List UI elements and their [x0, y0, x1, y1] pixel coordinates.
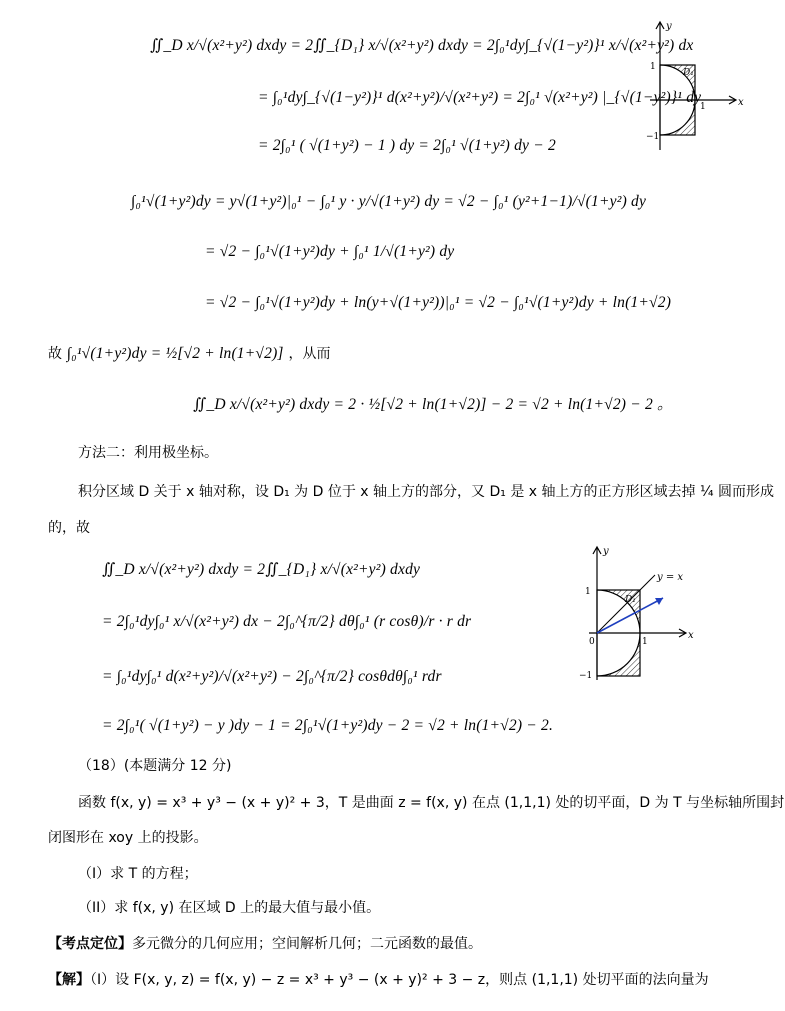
- figure-1: [630, 15, 750, 155]
- eq-line-6: = √2 − ∫₀¹√(1+y²)dy + ln(y+√(1+y²))|₀¹ = √2 − ∫₀¹√(1+y²)dy + ln(1+√2): [205, 294, 672, 311]
- problem-line-2: 闭图形在 xoy 上的投影。: [48, 830, 208, 846]
- fig2-y-label: y: [603, 546, 609, 557]
- question-18-heading: （18）(本题满分 12 分): [78, 758, 232, 774]
- fig1-neg1-label: −1: [646, 132, 660, 142]
- fig1-one-x-label: 1: [700, 102, 706, 112]
- method2-heading: 方法二：利用极坐标。: [78, 445, 218, 461]
- eq-line-3: = 2∫₀¹ ( √(1+y²) − 1 ) dy = 2∫₀¹ √(1+y²) dy − 2: [258, 137, 556, 154]
- part-1: （I）求 T 的方程；: [78, 866, 198, 882]
- paragraph-line-1: 积分区域 D 关于 x 轴对称，设 D₁ 为 D 位于 x 轴上方的部分，又 D₁ 是 x 轴上方的正方形区域去掉 ¼ 圆而形成: [78, 484, 774, 500]
- fig1-y-label: y: [666, 21, 672, 32]
- solution-label: 【解】: [48, 972, 90, 988]
- fig2-line-label: y = x: [657, 572, 684, 583]
- gu-suffix: ，从而: [288, 346, 331, 362]
- gu-formula: ∫₀¹√(1+y²)dy = ½[√2 + ln(1+√2)]: [66, 345, 284, 362]
- eq-line-5: = √2 − ∫₀¹√(1+y²)dy + ∫₀¹ 1/√(1+y²) dy: [205, 243, 455, 260]
- kaodian-label: 【考点定位】: [48, 936, 132, 952]
- eq-line-8: ∬_D x/√(x²+y²) dxdy = 2∬_{D₁} x/√(x²+y²) dxdy: [102, 561, 421, 578]
- fig1-one-label: 1: [650, 62, 656, 72]
- eq-line-9: = 2∫₀¹dy∫₀¹ x/√(x²+y²) dx − 2∫₀^{π/2} dθ∫₀¹ (r cosθ)/r · r dr: [102, 613, 472, 630]
- solution-line: [48, 970, 709, 990]
- conclusion-line: [48, 343, 330, 364]
- fig2-one-x-label: 1: [642, 637, 648, 647]
- fig1-x-label: x: [738, 97, 744, 108]
- gu-prefix: 故: [48, 346, 62, 362]
- eq-line-7: ∬_D x/√(x²+y²) dxdy = 2 · ½[√2 + ln(1+√2)] − 2 = √2 + ln(1+√2) − 2 。: [193, 396, 673, 413]
- eq-line-2: = ∫₀¹dy∫_{√(1−y²)}¹ d(x²+y²)/√(x²+y²) = 2∫₀¹ √(x²+y²) |_{√(1−y²)}¹ dy: [258, 89, 702, 106]
- paragraph-line-2: 的，故: [48, 520, 90, 536]
- fig2-neg1-label: −1: [579, 671, 593, 681]
- fig2-x-label: x: [688, 630, 694, 641]
- fig2-d1-label: D₁: [625, 595, 636, 605]
- kaodian-line: [48, 934, 482, 954]
- eq-line-11: = 2∫₀¹( √(1+y²) − y )dy − 1 = 2∫₀¹√(1+y²)dy − 2 = √2 + ln(1+√2) − 2.: [102, 717, 554, 734]
- solution-text: （I）设 F(x, y, z) = f(x, y) − z = x³ + y³ − (x + y)² + 3 − z，则点 (1,1,1) 处切平面的法向量为: [90, 972, 709, 988]
- part-2: （II）求 f(x, y) 在区域 D 上的最大值与最小值。: [78, 900, 381, 916]
- fig1-d1-label: D₁: [683, 68, 694, 78]
- eq-line-10: = ∫₀¹dy∫₀¹ d(x²+y²)/√(x²+y²) − 2∫₀^{π/2} cosθdθ∫₀¹ rdr: [102, 668, 442, 685]
- eq-line-1: ∬_D x/√(x²+y²) dxdy = 2∬_{D₁} x/√(x²+y²) dxdy = 2∫₀¹dy∫_{√(1−y²)}¹ x/√(x²+y²) dx: [150, 37, 694, 54]
- eq-line-4: ∫₀¹√(1+y²)dy = y√(1+y²)|₀¹ − ∫₀¹ y · y/√(1+y²) dy = √2 − ∫₀¹ (y²+1−1)/√(1+y²) dy: [131, 193, 647, 210]
- figure-2: [575, 540, 705, 685]
- fig2-one-label: 1: [585, 587, 591, 597]
- kaodian-text: 多元微分的几何应用；空间解析几何；二元函数的最值。: [132, 936, 482, 952]
- problem-line-1: 函数 f(x, y) = x³ + y³ − (x + y)² + 3，T 是曲面 z = f(x, y) 在点 (1,1,1) 处的切平面，D 为 T 与坐标轴所围封: [78, 795, 785, 811]
- fig2-zero-label: 0: [589, 637, 595, 647]
